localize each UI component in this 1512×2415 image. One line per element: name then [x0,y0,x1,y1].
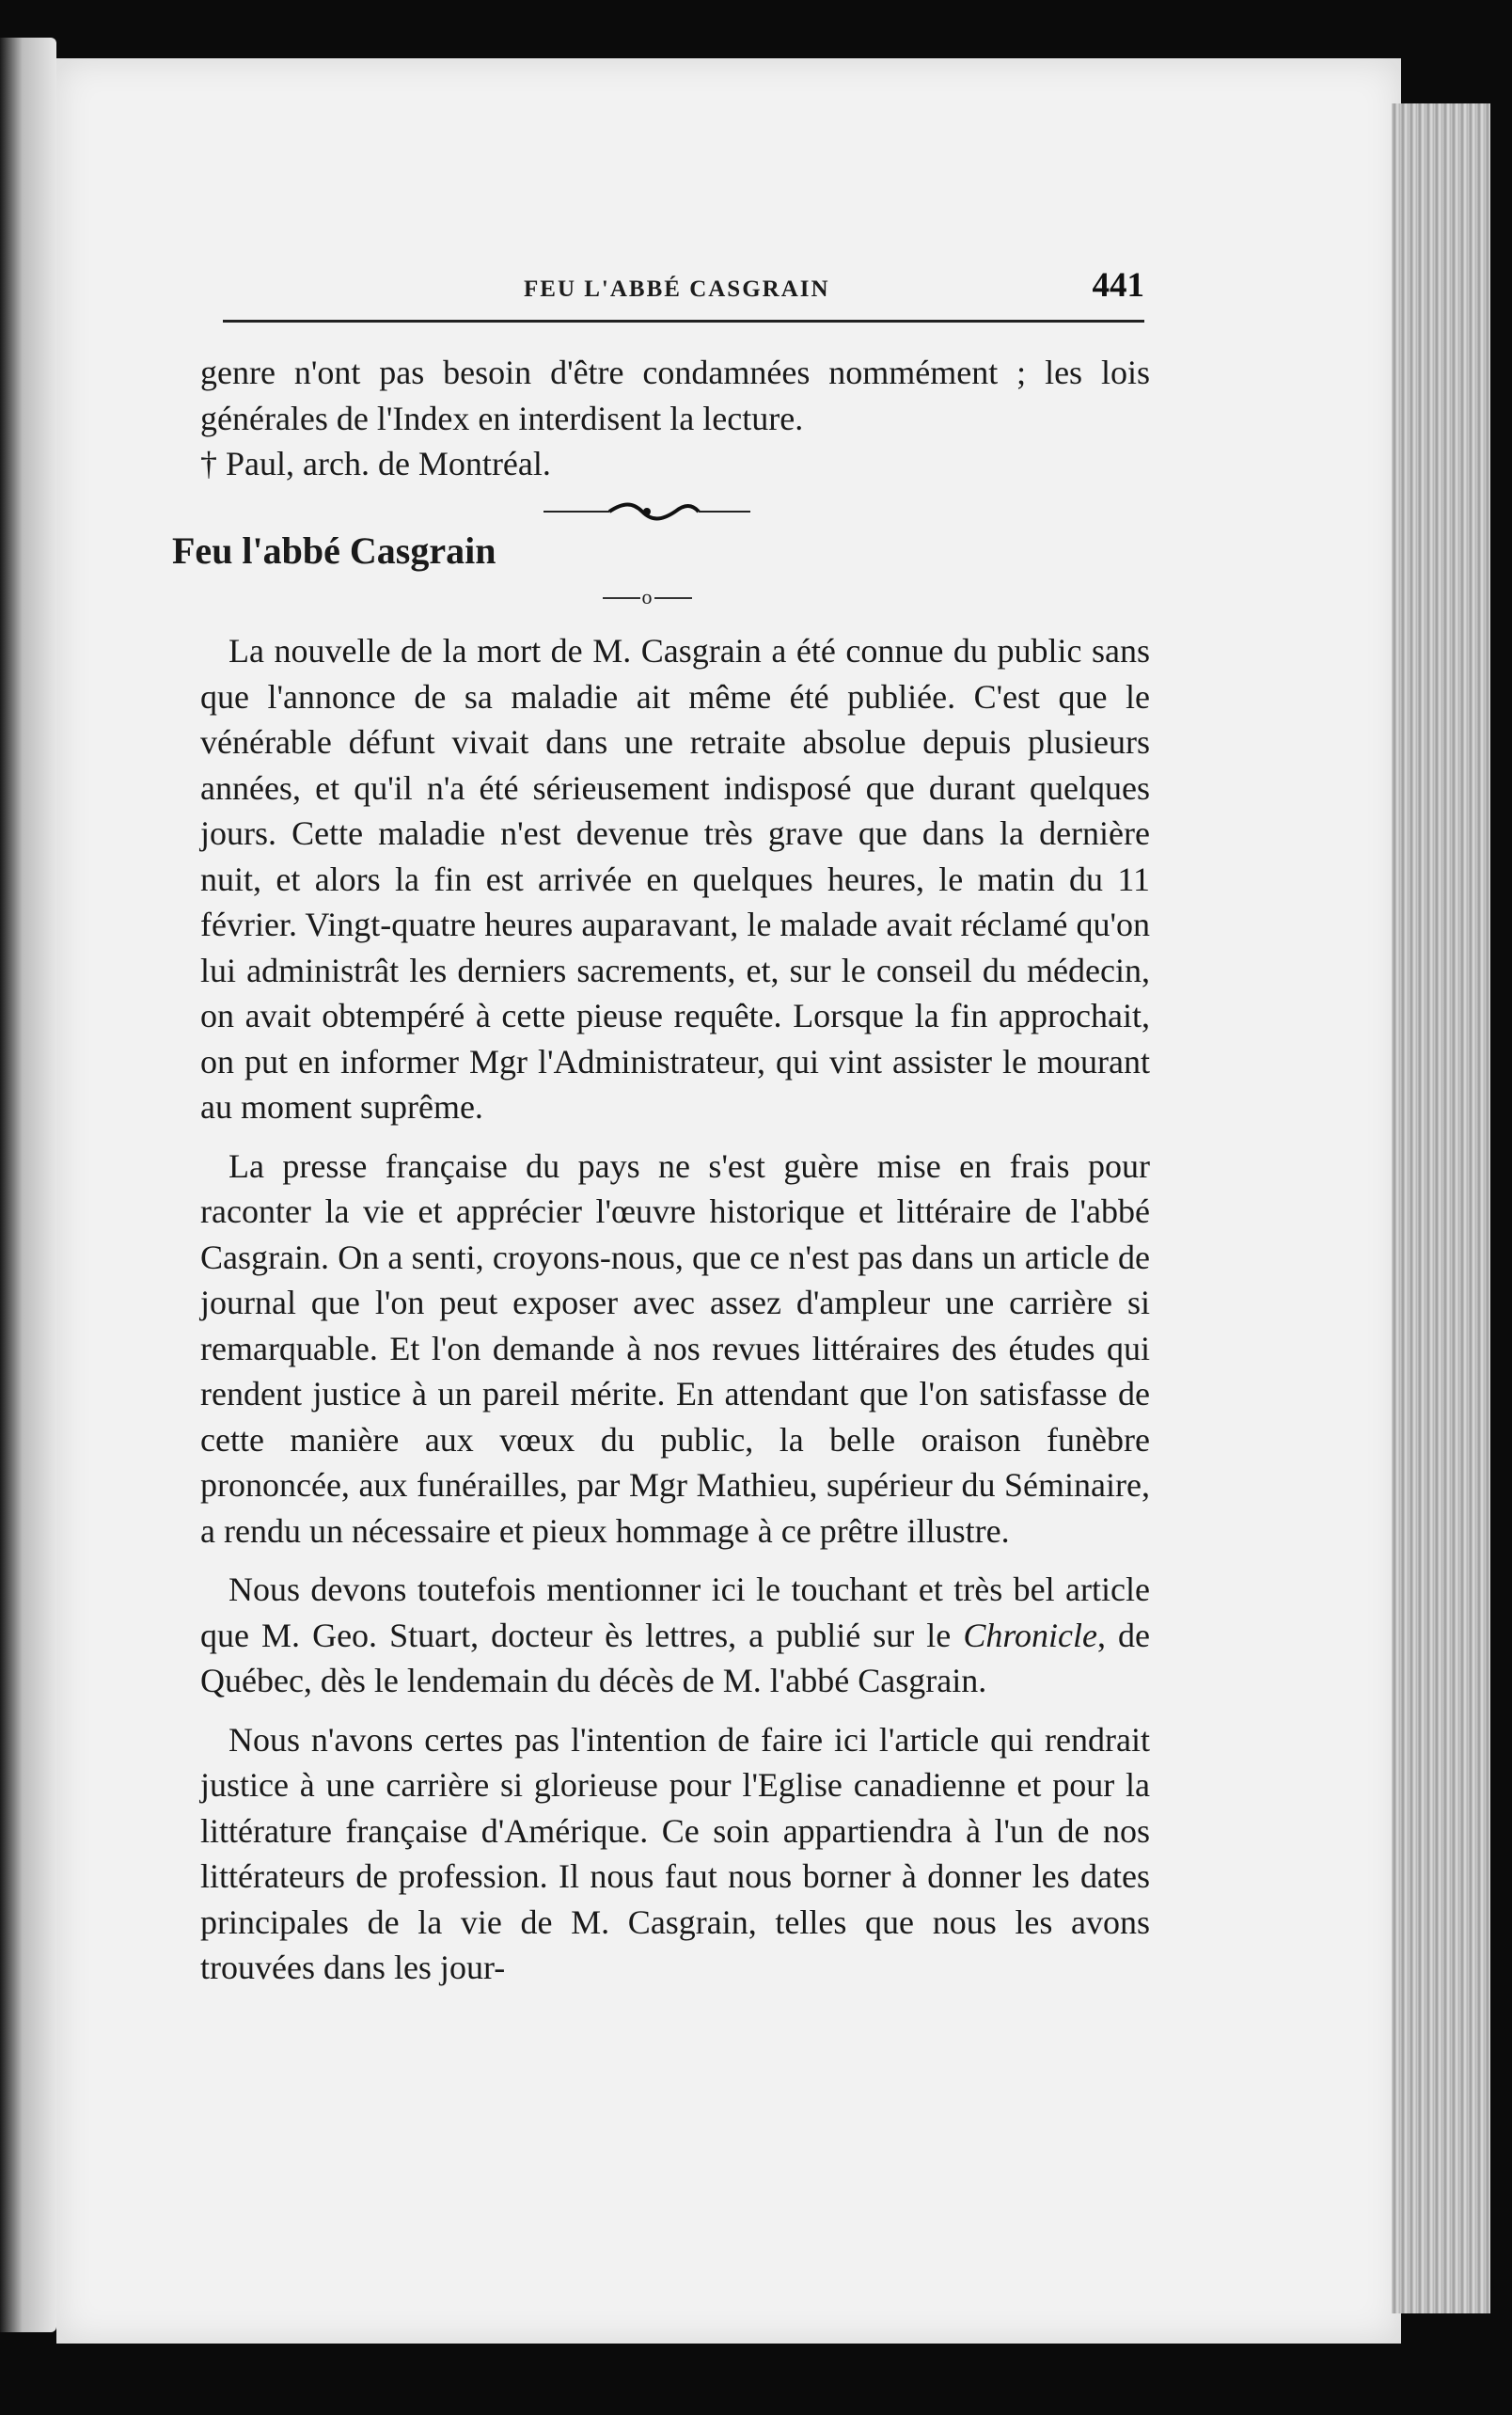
carryover-paragraph: genre n'ont pas besoin d'être condamnées nommément ; les lois générales de l'Index en interdisent la lecture. [200,354,1150,437]
paragraph-2: La presse française du pays ne s'est guère mise en frais pour raconter la vie et apprécier l'œuvre historique et littéraire de l'abbé Casgrain. On a senti, croyons-nous, que ce n'est pas dans un article de journal que l'on peut exposer avec assez d'ampleur une carrière si remarquable. Et l'on demande à nos revues littéraires des études qui rendent justice à un pareil mérite. En attendant que l'on satisfasse de cette manière aux vœux du public, la belle oraison funèbre prononcée, aux funérailles, par Mgr Mathieu, supérieur du Séminaire, a rendu un nécessaire et pieux hommage à ce prêtre illustre. [200,1146,1150,1550]
divider-rule-right [654,597,692,599]
paragraph-3-start: Nous devons toutefois mentionner ici le touchant et très bel article que M. Geo. Stuart, docteur ès lettres, a publié sur le [200,1571,1150,1654]
ornament-rule [543,500,750,523]
divider-rule-left [603,597,640,599]
paragraph-3-end: , de Québec, dès le lendemain du décès de M. l'abbé Casgrain. [200,1616,1150,1699]
paragraph-1: La nouvelle de la mort de M. Casgrain a été connue du public sans que l'annonce de sa maladie ait même été publiée. C'est que le vénérable défunt vivait dans une retraite absolue depuis plusieurs années, et qu'il n'a été sérieusement indisposé que durant quelques jours. Cette maladie n'est devenue très grave que dans la dernière nuit, et alors la fin est arrivée en quelques heures, le matin du 11 février. Vingt-quatre heures auparavant, le malade avait réclamé qu'on lui administrât les derniers sacrements, et, sur le conseil du médecin, on avait obtempéré à cette pieuse requête. Lorsque la fin approchait, on put en informer Mgr l'Administrateur, qui vint assister le mourant au moment suprême. [200,632,1150,1126]
newspaper-name: Chronicle [963,1616,1097,1654]
paragraph-4: Nous n'avons certes pas l'intention de faire ici l'article qui rendrait justice à une carrière si glorieuse pour l'Eglise canadienne et pour la littérature française d'Amérique. Ce soin appartiendra à l'un de nos littérateurs de profession. Il nous faut nous borner à donner les dates principales de la vie de M. Casgrain, telles que nous les avons trouvées dans les jour- [200,1720,1150,1986]
section-divider [172,574,1122,611]
running-title: FEU L'ABBÉ CASGRAIN [524,276,830,302]
page-number: 441 [1092,266,1144,305]
page-stack-edges [1392,103,1490,2313]
signature: † Paul, arch. de Montréal. [200,445,551,482]
paragraph-3 [200,1567,1150,1704]
article-title: Feu l'abbé Casgrain [172,529,496,572]
page-content [172,350,1150,1991]
running-head [223,263,1144,323]
divider-mark: o [641,585,653,609]
facing-page-edge [0,38,56,2332]
